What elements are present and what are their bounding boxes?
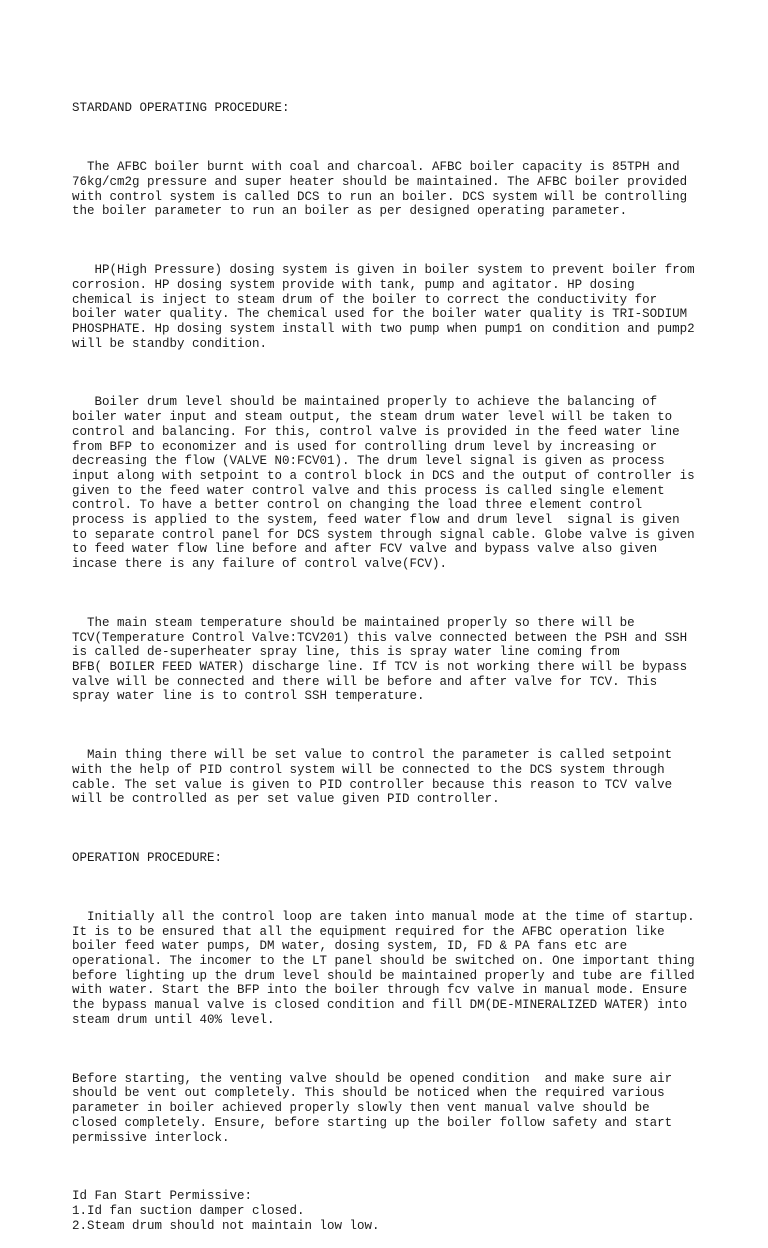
paragraph-hp-dosing-system: HP(High Pressure) dosing system is given in boiler system to prevent boiler from corrosion. HP dosing system provide with tank, pump and agitator. HP dosing chemical is inject to steam drum of the boiler to correct the conductivity for boiler water quality. The chemical used for the boiler water quality is TRI-SODIUM PHOSPHATE. Hp dosing system install with two pump when pump1 on condition and pump2 will be standby condition. [72,263,695,351]
paragraph-afbc-boiler-overview: The AFBC boiler burnt with coal and charcoal. AFBC boiler capacity is 85TPH and 76kg/cm2g pressure and super heater should be maintained. The AFBC boiler provided with control system is called DCS to run an boiler. DCS system will be controlling the boiler parameter to run an boiler as per designed operating parameter. [72,160,688,219]
paragraph-venting-procedure: Before starting, the venting valve should be opened condition and make sure air should be vent out completely. This should be noticed when the required various parameter in boiler achieved properly slowly then vent manual valve should be closed completely. Ensure, before starting up the boiler follow safety and start permissive interlock. [72,1071,673,1145]
heading-operation-procedure: OPERATION PROCEDURE: [72,851,223,866]
paragraph-steam-temperature-control: The main steam temperature should be maintained properly so there will be TCV(Temperature Control Valve:TCV201) this valve connected between the PSH and SSH is called de-superheater spray line, this is spray water line coming from BFB( BOILER FEED WATER) discharge line. If TCV is not working there will be bypass valve will be connected and there will be before and after valve for TCV. This spray water line is to control SSH temperature. [72,615,688,704]
heading-standard-operating-procedure: STARDAND OPERATING PROCEDURE: [72,101,290,116]
paragraph-startup-procedure: Initially all the control loop are taken into manual mode at the time of startup. It is to be ensured that all the equipment required for the AFBC operation like boiler feed water pumps, DM water, dosing system, ID, FD & PA fans etc are operational. The incomer to the LT panel should be switched on. One important thing before lighting up the drum level should be maintained properly and tube are filled with water. Start the BFP into the boiler through fcv valve in manual mode. Ensure the bypass manual valve is closed condition and fill DM(DE-MINERALIZED WATER) into steam drum until 40% level. [72,909,695,1027]
id-fan-permissive-title: Id Fan Start Permissive: [72,1189,253,1204]
id-fan-permissive-item: 1.Id fan suction damper closed. [72,1204,305,1218]
id-fan-permissive-section [72,1189,712,1233]
id-fan-permissive-item: 2.Steam drum should not maintain low low. [72,1218,380,1233]
paragraph-drum-level-control: Boiler drum level should be maintained properly to achieve the balancing of boiler water input and steam output, the steam drum water level will be taken to control and balancing. For this, control valve is provided in the feed water line from BFP to economizer and is used for controlling drum level by increasing or decreasing the flow (VALVE N0:FCV01). The drum level signal is given as process input along with setpoint to a control block in DCS and the output of controller is given to the feed water control valve and this process is called single element control. To have a better control on changing the load three element control process is applied to the system, feed water flow and drum level signal is given to separate control panel for DCS system through signal cable. Globe valve is given to feed water flow line before and after FCV valve and bypass valve also given incase there is any failure of control valve(FCV). [72,395,695,572]
paragraph-setpoint-pid-control: Main thing there will be set value to control the parameter is called setpoint with the help of PID control system will be connected to the DCS system through cable. The set value is given to PID controller because this reason to TCV valve will be controlled as per set value given PID controller. [72,748,673,807]
document-page [72,72,712,1248]
